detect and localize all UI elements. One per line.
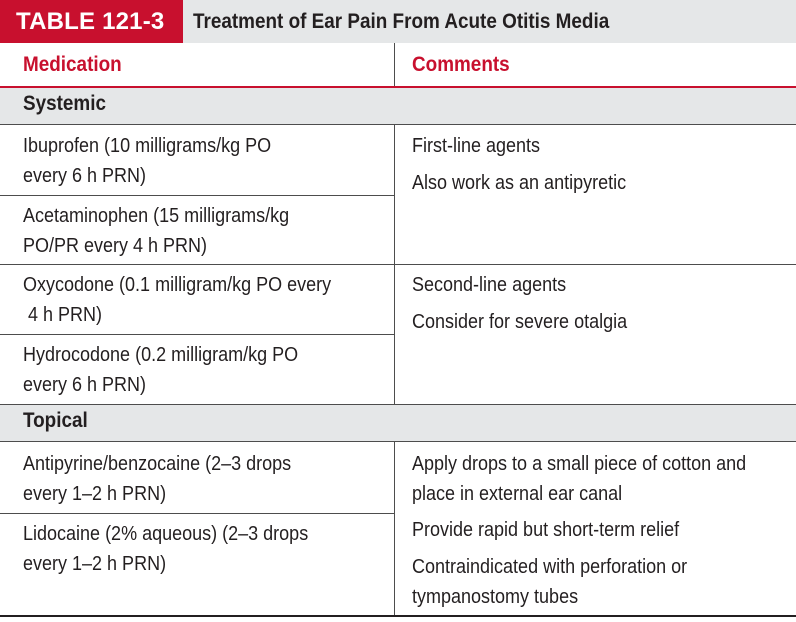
header-column-divider [394, 43, 395, 87]
medication-cell [23, 270, 331, 330]
comment-line: Also work as an antipyretic [412, 172, 627, 194]
comment-cell [412, 270, 566, 300]
comment-cell [412, 552, 687, 612]
row-divider [0, 513, 394, 514]
medication-line: Lidocaine (2% aqueous) (2–3 drops [23, 523, 309, 545]
column-header-medication: Medication [23, 53, 122, 76]
medication-cell [23, 201, 289, 261]
section-rule [0, 124, 796, 125]
medication-cell [23, 449, 291, 509]
comment-line: Contraindicated with perforation or [412, 556, 688, 578]
comment-line: Consider for severe otalgia [412, 311, 628, 333]
column-divider [394, 264, 395, 404]
medication-cell [23, 519, 308, 579]
medication-line: Acetaminophen (15 milligrams/kg [23, 205, 290, 227]
section-rule [0, 441, 796, 442]
section-label-topical: Topical [23, 409, 88, 432]
comment-cell [412, 515, 679, 545]
medication-line: PO/PR every 4 h PRN) [23, 235, 208, 257]
medication-cell [23, 131, 271, 191]
table-title: Treatment of Ear Pain From Acute Otitis Media [193, 10, 610, 33]
comment-cell [412, 168, 626, 198]
comment-line: Second-line agents [412, 274, 567, 296]
comment-cell [412, 307, 627, 337]
section-band-topical [0, 405, 796, 441]
medication-line: Antipyrine/benzocaine (2–3 drops [23, 453, 292, 475]
comment-line: Provide rapid but short-term relief [412, 519, 680, 541]
medication-line: every 1–2 h PRN) [23, 553, 167, 575]
group-divider [0, 264, 796, 265]
column-header-comments: Comments [412, 53, 510, 76]
medication-line: every 6 h PRN) [23, 165, 147, 187]
medication-line: every 6 h PRN) [23, 374, 147, 396]
medication-cell [23, 340, 298, 400]
comment-cell [412, 131, 540, 161]
medication-line: Oxycodone (0.1 milligram/kg PO every [23, 274, 332, 296]
medication-line: every 1–2 h PRN) [23, 483, 167, 505]
section-band-systemic [0, 88, 796, 124]
section-label-systemic: Systemic [23, 92, 107, 115]
comment-line: place in external ear canal [412, 483, 623, 505]
table-bottom-rule [0, 615, 796, 617]
medication-line: Ibuprofen (10 milligrams/kg PO [23, 135, 272, 157]
comment-line: Apply drops to a small piece of cotton and [412, 453, 747, 475]
column-divider [394, 441, 395, 616]
medication-line: Hydrocodone (0.2 milligram/kg PO [23, 344, 299, 366]
comment-cell [412, 449, 746, 509]
row-divider [0, 195, 394, 196]
medication-line: 4 h PRN) [23, 304, 103, 326]
comment-line: First-line agents [412, 135, 541, 157]
comment-line: tympanostomy tubes [412, 586, 579, 608]
column-divider [394, 124, 395, 264]
table-number: TABLE 121-3 [0, 0, 183, 43]
row-divider [0, 334, 394, 335]
